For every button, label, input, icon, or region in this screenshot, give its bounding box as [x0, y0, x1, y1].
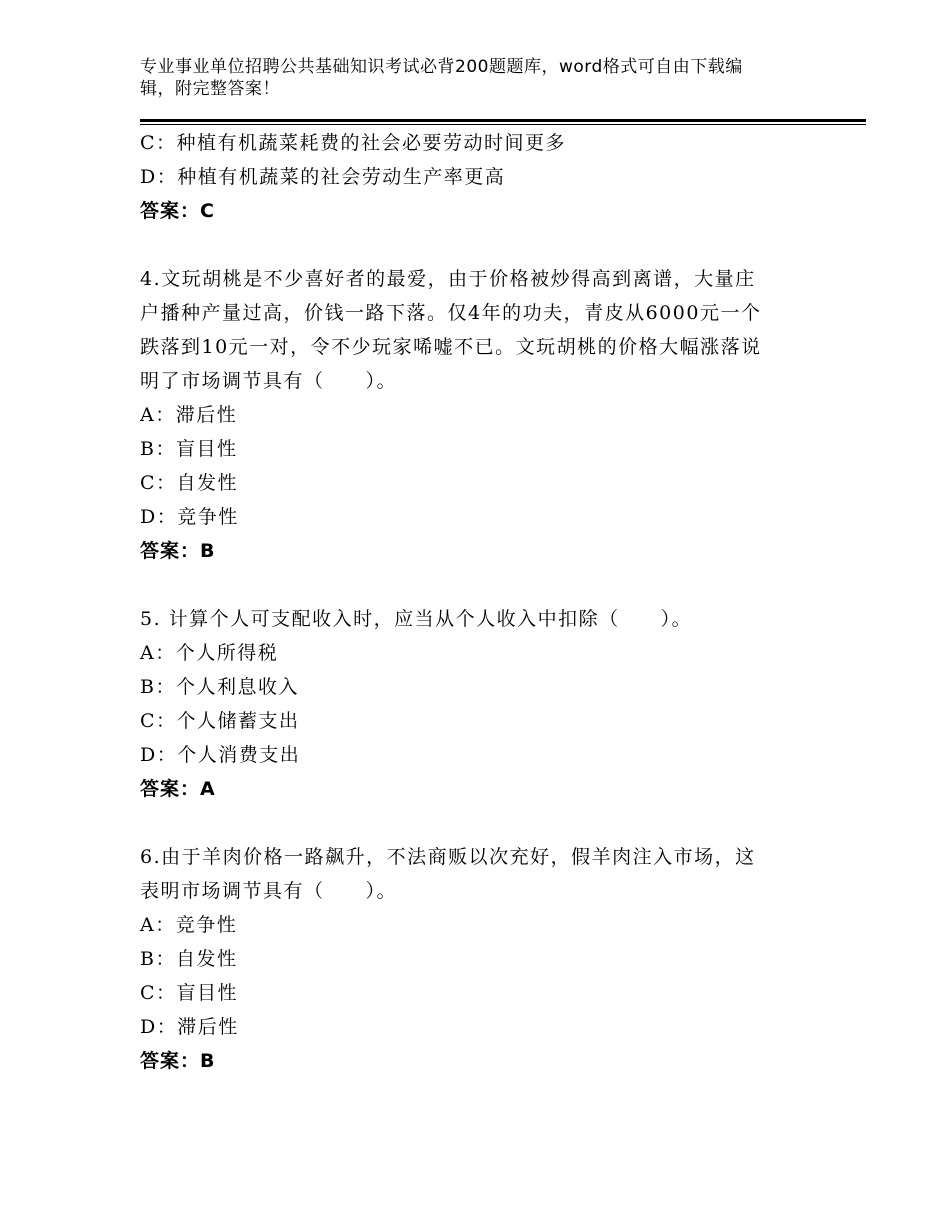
question-block-4 [140, 262, 820, 568]
question-block-6 [140, 840, 820, 1078]
answer-label: 答案：A [140, 778, 216, 800]
option-c: C：盲目性 [140, 982, 239, 1004]
question-stem-line: 6.由于羊肉价格一路飙升，不法商贩以次充好，假羊肉注入市场，这 [140, 846, 756, 868]
question-block-5 [140, 602, 820, 806]
option-b: B：个人利息收入 [140, 676, 299, 698]
option-c: C：个人储蓄支出 [140, 710, 300, 732]
question-stem-line: 5. 计算个人可支配收入时，应当从个人收入中扣除（ ）。 [140, 608, 693, 630]
question-list [140, 126, 820, 1078]
header-divider-thick [140, 119, 866, 122]
question-stem-line: 明了市场调节具有（ ）。 [140, 370, 398, 392]
question-stem-line: 户播种产量过高，价钱一路下落。仅4年的功夫，青皮从6000元一个 [140, 302, 762, 324]
spacer [140, 228, 820, 262]
document-header [140, 56, 800, 100]
question-stem-line: 表明市场调节具有（ ）。 [140, 880, 398, 902]
option-d: D：个人消费支出 [140, 744, 301, 766]
header-line-1: 专业事业单位招聘公共基础知识考试必背200题题库，word格式可自由下载编 [140, 57, 743, 77]
spacer [140, 806, 820, 840]
spacer [140, 568, 820, 602]
option-a: A：竞争性 [140, 914, 238, 936]
option-c: C：自发性 [140, 472, 239, 494]
question-stem-line: 跌落到10元一对，令不少玩家唏嘘不已。文玩胡桃的价格大幅涨落说 [140, 336, 762, 358]
option-d: D：竞争性 [140, 506, 239, 528]
option-a: A：个人所得税 [140, 642, 279, 664]
option-d: D：种植有机蔬菜的社会劳动生产率更高 [140, 166, 506, 188]
option-a: A：滞后性 [140, 404, 238, 426]
option-c: C：种植有机蔬菜耗费的社会必要劳动时间更多 [140, 132, 567, 154]
header-line-2: 辑，附完整答案！ [140, 79, 280, 99]
answer-label: 答案：B [140, 540, 216, 562]
question-block-continued [140, 126, 820, 228]
question-stem-line: 4.文玩胡桃是不少喜好者的最爱，由于价格被炒得高到离谱，大量庄 [140, 268, 756, 290]
answer-label: 答案：C [140, 200, 215, 222]
header-divider-thin [140, 124, 866, 125]
option-d: D：滞后性 [140, 1016, 239, 1038]
option-b: B：盲目性 [140, 438, 238, 460]
answer-label: 答案：B [140, 1050, 216, 1072]
option-b: B：自发性 [140, 948, 238, 970]
